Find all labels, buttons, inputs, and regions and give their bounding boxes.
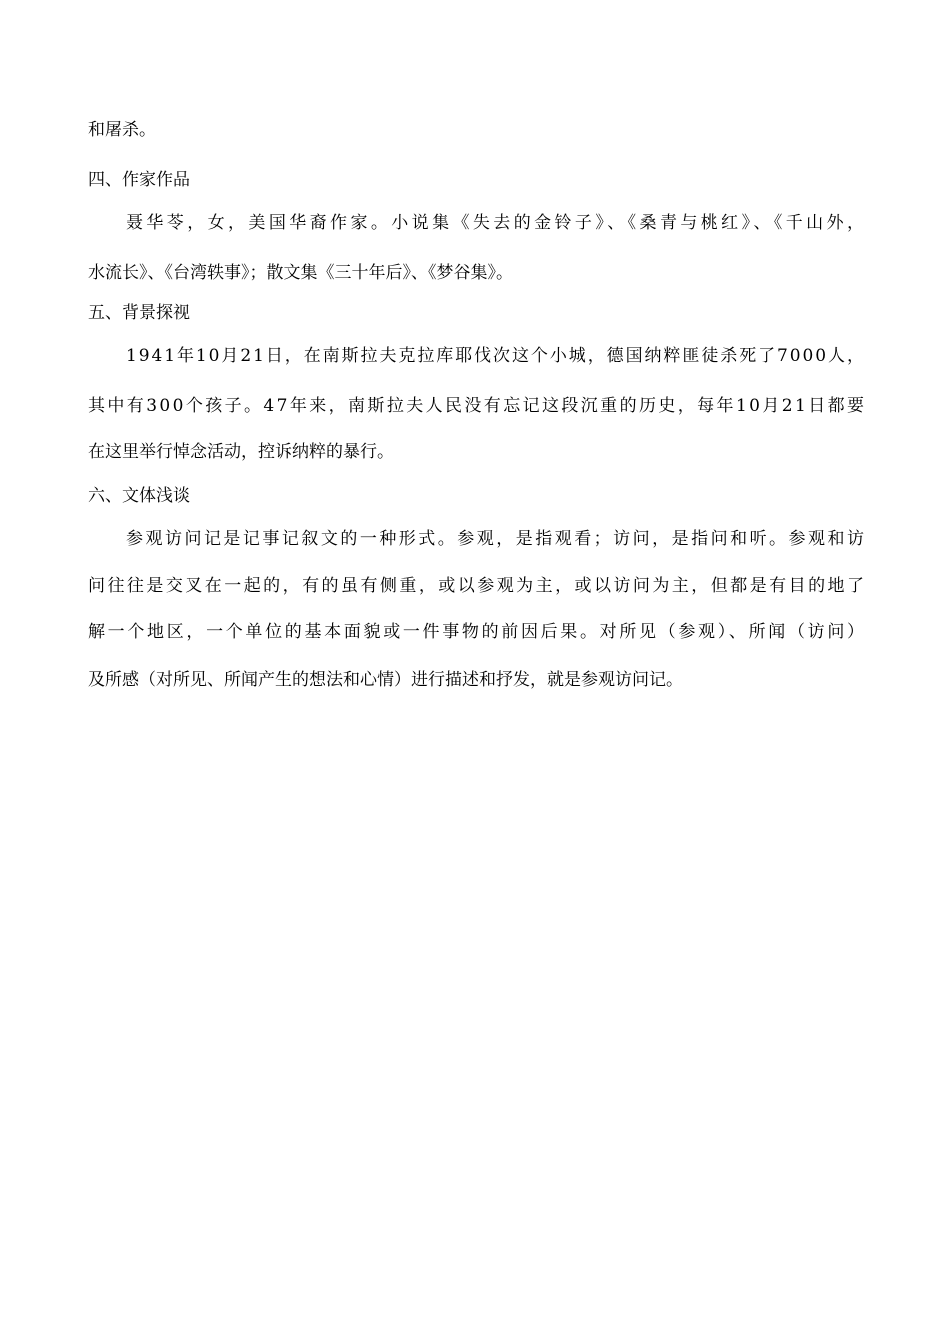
paragraph-line: 及所感（对所见、所闻产生的想法和心情）进行描述和抒发，就是参观访问记。 xyxy=(88,670,683,690)
paragraph-line: 问往往是交叉在一起的，有的虽有侧重，或以参观为主，或以访问为主，但都是有目的地了 xyxy=(88,576,867,596)
section-heading-genre: 六、文体浅谈 xyxy=(88,486,190,506)
paragraph-line: 其中有300个孩子。47年来，南斯拉夫人民没有忘记这段沉重的历史，每年10月21日都要 xyxy=(88,396,867,416)
paragraph-line: 在这里举行悼念活动，控诉纳粹的暴行。 xyxy=(88,442,394,462)
paragraph-line: 1941年10月21日，在南斯拉夫克拉库耶伐次这个小城，德国纳粹匪徒杀死了7000人， xyxy=(126,346,866,366)
paragraph-line: 水流长》、《台湾轶事》；散文集《三十年后》、《梦谷集》。 xyxy=(88,263,513,283)
paragraph-line: 聂华苓，女，美国华裔作家。小说集《失去的金铃子》、《桑青与桃红》、《千山外， xyxy=(126,213,868,233)
section-heading-author: 四、作家作品 xyxy=(88,170,190,190)
paragraph-line: 解一个地区，一个单位的基本面貌或一件事物的前因后果。对所见（参观）、所闻（访问） xyxy=(88,622,867,642)
paragraph-line: 参观访问记是记事记叙文的一种形式。参观，是指观看；访问，是指问和听。参观和访 xyxy=(126,529,867,549)
continuation-text: 和屠杀。 xyxy=(88,120,156,140)
section-heading-background: 五、背景探视 xyxy=(88,303,190,323)
